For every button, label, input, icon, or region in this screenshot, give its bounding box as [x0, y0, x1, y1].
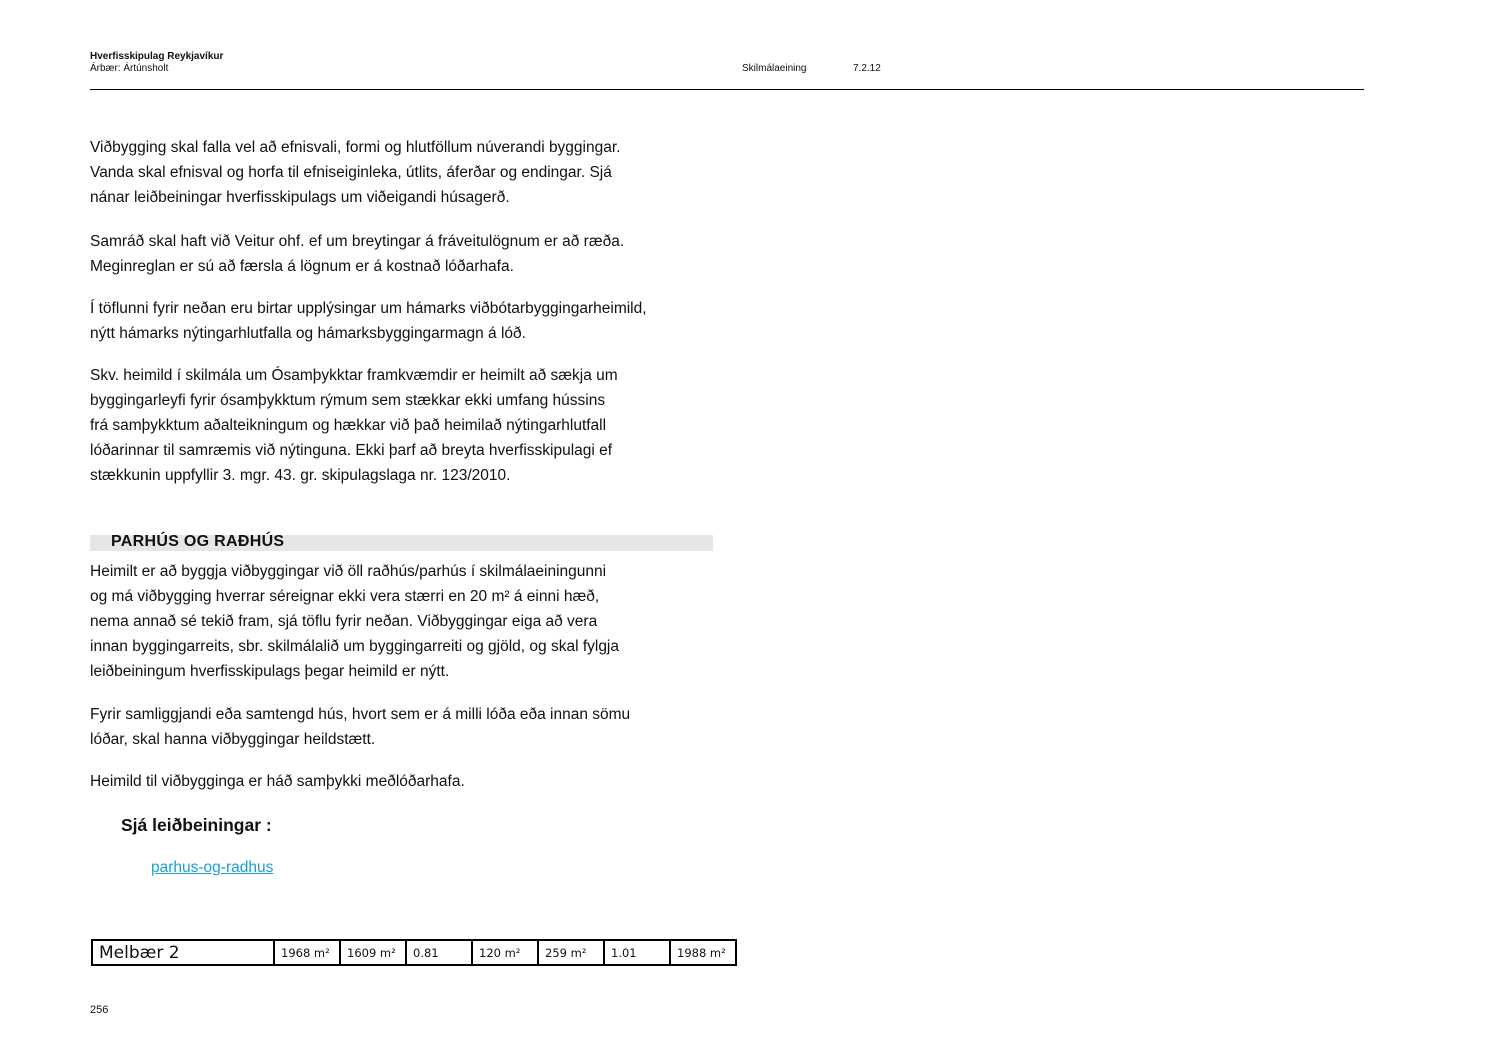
table-cell: 0.81 — [406, 940, 472, 965]
header-area: Árbær: Ártúnsholt — [90, 63, 169, 74]
table-cell: 1.01 — [604, 940, 670, 965]
intro-paragraph-2: Samráð skal haft við Veitur ohf. ef um breytingar á fráveitulögnum er að ræða. Meginreglan er sú að færsla á lögnum er á kostnað lóðarhafa. — [90, 233, 625, 275]
building-permit-table — [91, 939, 737, 966]
table-cell: 120 m² — [472, 940, 538, 965]
intro-paragraph-3: Í töflunni fyrir neðan eru birtar upplýsingar um hámarks viðbótarbyggingarheimild, nýtt hámarks nýtingarhlutfalla og hámarksbyggingarmagn á lóð. — [90, 300, 647, 342]
intro-paragraph-4: Skv. heimild í skilmála um Ósamþykktar framkvæmdir er heimilt að sækja um byggingarleyfi fyrir ósamþykktum rýmum sem stækkar ekki umfang hússins frá samþykktum aðalteikningum og hækkar við það heimilað nýtingarhlutfall lóðarinnar til samræmis við nýtinguna. Ekki þarf að breyta hverfisskipulagi ef stækkunin uppfyllir 3. mgr. 43. gr. skipulagslaga nr. 123/2010. — [90, 367, 618, 484]
section-title: PARHÚS OG RAÐHÚS — [111, 533, 285, 550]
table-cell: 259 m² — [538, 940, 604, 965]
header-section: Skilmálaeining — [742, 63, 807, 74]
table-row — [92, 940, 736, 965]
table-cell-lot: Melbær 2 — [92, 940, 274, 965]
table-cell: 1988 m² — [670, 940, 736, 965]
section-paragraph-1: Heimilt er að byggja viðbyggingar við öll raðhús/parhús í skilmálaeiningunni og má viðbygging hverrar séreignar ekki vera stærri en 20 m² á einni hæð, nema annað sé tekið fram, sjá töflu fyrir neðan. Viðbyggingar eiga að vera innan byggingarreits, sbr. skilmálalið um byggingarreiti og gjöld, og skal fylgja leiðbeiningum hverfisskipulags þegar heimild er nýtt. — [90, 563, 619, 680]
header-code: 7.2.12 — [853, 63, 881, 74]
header-divider — [90, 89, 1364, 90]
table-cell: 1609 m² — [340, 940, 406, 965]
intro-paragraph-1: Viðbygging skal falla vel að efnisvali, formi og hlutföllum núverandi byggingar. Vanda skal efnisval og horfa til efniseiginleka, útlits, áferðar og endingar. Sjá nánar leiðbeiningar hverfisskipulags um viðeigandi húsagerð. — [90, 139, 621, 206]
header-org: Hverfisskipulag Reykjavíkur — [90, 51, 224, 62]
section-paragraph-2: Fyrir samliggjandi eða samtengd hús, hvort sem er á milli lóða eða innan sömu lóðar, skal hanna viðbyggingar heildstætt. — [90, 706, 631, 748]
section-paragraph-3: Heimild til viðbygginga er háð samþykki meðlóðarhafa. — [90, 773, 465, 790]
guideline-link[interactable]: parhus-og-radhus — [151, 859, 274, 876]
see-guidelines-label: Sjá leiðbeiningar : — [121, 815, 272, 835]
page-number: 256 — [90, 1004, 109, 1016]
table-cell: 1968 m² — [274, 940, 340, 965]
